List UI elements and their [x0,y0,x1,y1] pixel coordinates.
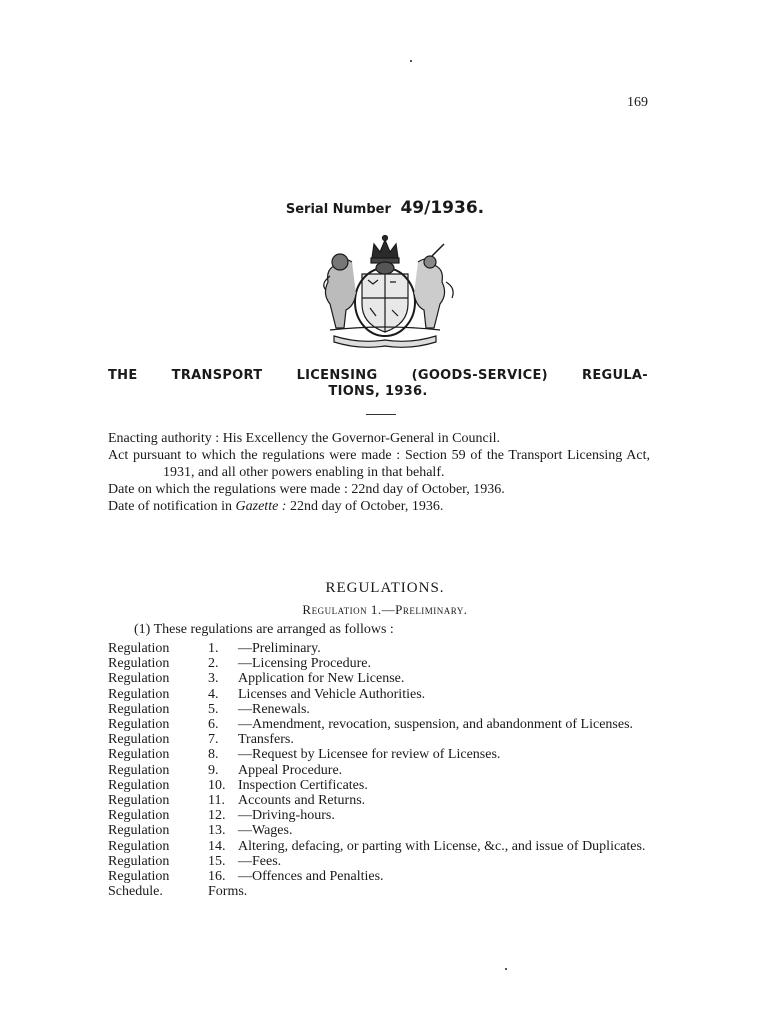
list-item [108,778,653,793]
reg-label: Regulation [108,717,170,733]
reg-text: —Preliminary. [238,641,321,656]
regulations-list [108,641,653,899]
reg-number: 11. [208,793,225,809]
reg-text: —Driving-hours. [238,808,335,824]
reg-label: Regulation [108,869,170,885]
reg-text: Inspection Certificates. [238,777,368,793]
reg-text: —Request by Licensee for review of Licenses. [238,747,501,763]
document-title [108,368,648,399]
title-rule [366,414,396,415]
reg-text: —Fees. [238,853,282,869]
list-item [108,808,653,823]
reg-number: 9. [208,762,219,778]
coat-of-arms-icon [300,232,470,352]
enabling-act: Act pursuant to which the regulations were made : Section 59 of the Transport Licensing Act, 1931, and all other powers enabling in that behalf. [108,448,650,480]
reg-text: —Amendment, revocation, suspension, and abandonment of Licenses. [238,717,634,733]
list-item [108,763,653,778]
list-item [108,747,653,762]
reg-number: 14. [208,838,226,854]
reg-number: 16. [208,869,226,885]
reg-text: —Offences and Penalties. [238,869,384,885]
reg-number: 13. [208,823,226,839]
reg-number: 10. [208,777,226,793]
serial-number [0,198,770,218]
reg-text: Transfers. [238,732,294,748]
list-item [108,839,653,854]
reg-label: Regulation [108,732,170,748]
reg-label: Regulation [108,853,170,869]
list-item [108,732,653,747]
reg-text: Application for New License. [238,671,405,687]
page-number: 169 [627,95,648,110]
reg-label: Regulation [108,701,170,717]
schedule-label: Schedule. [108,884,163,900]
regulations-intro: (1) These regulations are arranged as follows : [134,622,394,637]
list-item [108,869,653,884]
reg-number: 5. [208,701,219,717]
reg-number: 6. [208,717,219,733]
reg-label: Regulation [108,656,170,672]
reg-label: Regulation [108,838,170,854]
reg-label: Regulation [108,793,170,809]
reg-text: Altering, defacing, or parting with License, &c., and issue of Duplicates. [238,838,646,854]
reg-text: Appeal Procedure. [238,762,343,778]
schedule-row [108,884,653,899]
reg-number: 8. [208,747,219,763]
reg-text: —Licensing Procedure. [238,656,371,672]
regulations-subheading: Regulation 1.—Preliminary. [302,602,468,617]
reg-number: 3. [208,671,219,687]
reg-number: 2. [208,656,219,672]
list-item [108,854,653,869]
reg-text: Licenses and Vehicle Authorities. [238,686,426,702]
reg-label: Regulation [108,641,170,656]
scan-speck [505,968,507,970]
date-made: Date on which the regulations were made : 22nd day of October, 1936. [108,482,505,497]
list-item [108,641,653,656]
gazette-label: Gazette : [235,499,287,514]
scan-speck [410,60,412,62]
list-item [108,656,653,671]
notification-prefix: Date of notification in [108,499,236,514]
serial-label: Serial Number [285,202,391,217]
notification-date [108,498,650,515]
reg-label: Regulation [108,777,170,793]
reg-label: Regulation [108,747,170,763]
reg-text: Accounts and Returns. [238,793,366,809]
reg-label: Regulation [108,808,170,824]
reg-number: 1. [208,641,219,656]
reg-label: Regulation [108,686,170,702]
list-item [108,702,653,717]
reg-label: Regulation [108,823,170,839]
reg-number: 15. [208,853,226,869]
reg-number: 7. [208,732,219,748]
list-item [108,717,653,732]
title-line-2: TIONS, 1936. [328,384,428,399]
reg-number: 4. [208,686,219,702]
list-item [108,687,653,702]
title-line-1: THE TRANSPORT LICENSING (GOODS-SERVICE) REGULA- [108,368,648,383]
reg-label: Regulation [108,671,170,687]
schedule-text: Forms. [208,884,248,900]
reg-label: Regulation [108,762,170,778]
reg-text: —Renewals. [238,701,310,717]
notification-suffix: 22nd day of October, 1936. [286,499,444,514]
enactment-block [108,430,650,515]
reg-text: —Wages. [238,823,293,839]
list-item [108,823,653,838]
list-item [108,793,653,808]
list-item [108,671,653,686]
serial-value: 49/1936. [400,198,485,218]
enacting-authority: Enacting authority : His Excellency the Governor-General in Council. [108,431,500,446]
regulations-heading: REGULATIONS. [325,580,445,596]
reg-number: 12. [208,808,226,824]
